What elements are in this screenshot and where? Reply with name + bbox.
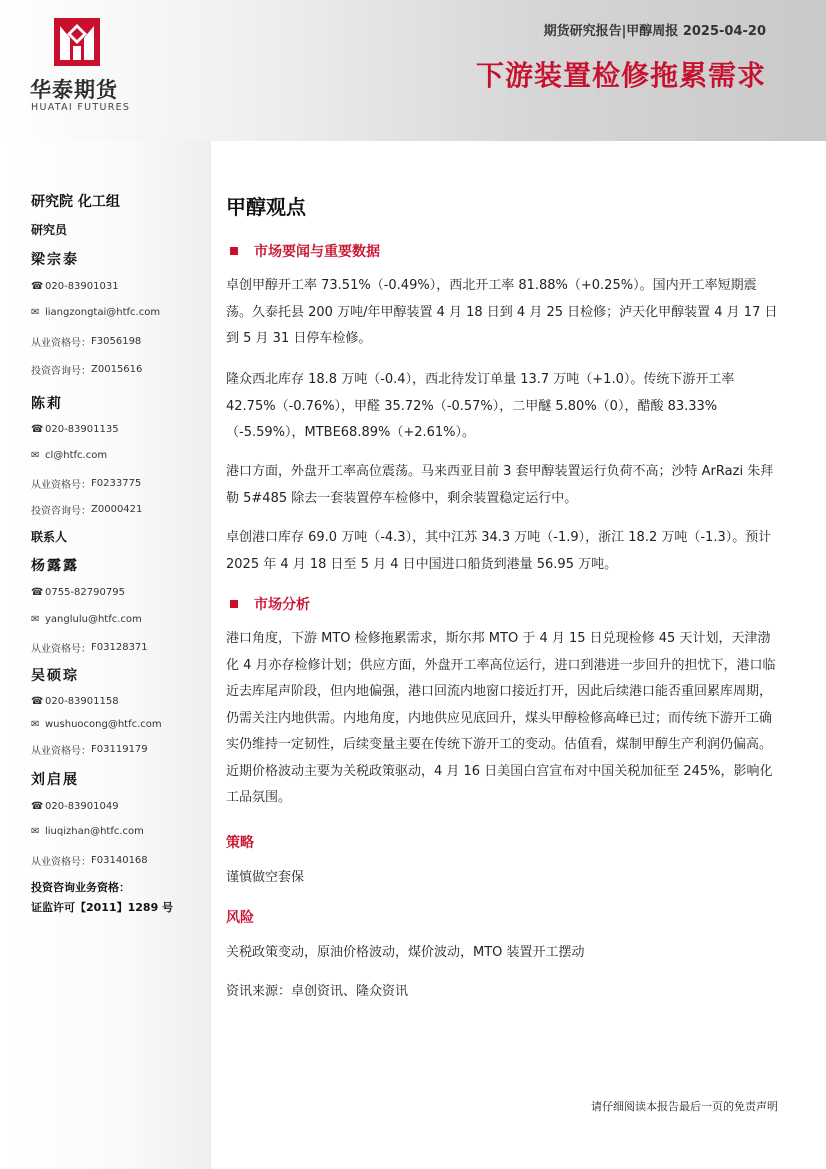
envelope-icon: ✉ (31, 614, 40, 625)
report-header (0, 0, 826, 141)
envelope-icon: ✉ (31, 719, 40, 730)
envelope-icon: ✉ (31, 826, 40, 837)
risk-text: 关税政策变动，原油价格波动，煤价波动，MTO 装置开工摆动 (226, 945, 585, 960)
cert-line (31, 640, 148, 655)
phone-line (31, 424, 119, 435)
email-line[interactable] (31, 719, 162, 730)
email-line[interactable] (31, 450, 107, 461)
email-address[interactable]: wushuocong@htfc.com (45, 719, 162, 730)
author-name: 梁宗泰 (31, 252, 79, 268)
section-heading: 甲醇观点 (226, 195, 306, 219)
email-address[interactable]: liangzongtai@htfc.com (45, 307, 161, 318)
huatai-logo-icon (54, 18, 100, 66)
invest-label: 投资咨询号： (31, 366, 91, 377)
author-name: 陈莉 (31, 396, 63, 412)
contact-name: 刘启展 (31, 772, 79, 788)
source-text: 资讯来源：卓创资讯、隆众资讯 (226, 984, 409, 999)
envelope-icon: ✉ (31, 450, 40, 461)
phone-line (31, 281, 119, 292)
email-line[interactable] (31, 614, 142, 625)
section-title-analysis (226, 594, 310, 614)
email-line[interactable] (31, 826, 144, 837)
email-address[interactable]: liuqizhan@htfc.com (45, 826, 144, 837)
cert-number: F3056198 (91, 336, 142, 347)
department: 研究院 化工组 (31, 194, 120, 210)
cert-label: 从业资格号： (31, 746, 91, 757)
invest-number: Z0000421 (91, 504, 143, 515)
cert-label: 从业资格号： (31, 857, 91, 868)
cert-line (31, 476, 141, 491)
phone-number: 0755-82790795 (45, 587, 125, 598)
invest-number: Z0015616 (91, 364, 143, 375)
cert-label: 从业资格号： (31, 480, 91, 491)
cert-line (31, 742, 148, 757)
cert-number: F03119179 (91, 744, 148, 755)
phone-line (31, 696, 119, 707)
risk-title: 风险 (226, 910, 254, 926)
phone-icon: ☎ (31, 281, 44, 292)
phone-number: 020-83901031 (45, 281, 119, 292)
report-meta: 期货研究报告|甲醇周报 2025-04-20 (543, 24, 766, 39)
phone-number: 020-83901135 (45, 424, 119, 435)
researcher-label: 研究员 (31, 223, 68, 237)
invest-line (31, 502, 142, 517)
contact-name: 杨露露 (31, 558, 79, 574)
invest-line (31, 362, 142, 377)
news-paragraph: 卓创甲醇开工率 73.51%（-0.49%），西北开工率 81.88%（+0.25%）。国内开工率短期震荡。久泰托县 200 万吨/年甲醇装置 4 月 18 日到 4 月 25 日检修；泸天化甲醇装置 4 月 17 日到 5 月 31 日停车检修。 (226, 278, 778, 346)
email-line[interactable] (31, 307, 160, 318)
strategy-text: 谨慎做空套保 (226, 870, 305, 885)
phone-number: 020-83901049 (45, 801, 119, 812)
cert-line (31, 853, 148, 868)
qualification-license: 证监许可【2011】1289 号 (31, 901, 174, 914)
author-sidebar (0, 141, 211, 1169)
phone-line (31, 587, 125, 598)
red-square-bullet-icon (230, 247, 238, 255)
company-logo (30, 16, 140, 116)
contact-name: 吴硕琮 (31, 668, 79, 684)
qualification-label: 投资咨询业务资格： (31, 881, 130, 894)
news-paragraph: 隆众西北库存 18.8 万吨（-0.4），西北待发订单量 13.7 万吨（+1.0）。传统下游开工率 42.75%（-0.76%），甲醛 35.72%（-0.57%），二甲醚 5.80%（0），醋酸 83.33%（-5.59%），MTBE68.89%（+2.61%）。 (226, 372, 735, 440)
section-title-news (226, 241, 380, 261)
news-paragraph: 卓创港口库存 69.0 万吨（-4.3），其中江苏 34.3 万吨（-1.9），浙江 18.2 万吨（-1.3）。预计 2025 年 4 月 18 日至 5 月 4 日中国进口船货到港量 56.95 万吨。 (226, 530, 772, 572)
cert-number: F03140168 (91, 855, 148, 866)
cert-line (31, 334, 141, 349)
cert-number: F03128371 (91, 642, 148, 653)
email-address[interactable]: cl@htfc.com (45, 450, 108, 461)
phone-icon: ☎ (31, 587, 44, 598)
email-address[interactable]: yanglulu@htfc.com (45, 614, 142, 625)
report-title: 下游装置检修拖累需求 (475, 59, 766, 92)
contact-label: 联系人 (31, 530, 68, 544)
strategy-title: 策略 (226, 835, 254, 851)
logo-text-cn: 华泰期货 (30, 78, 118, 102)
phone-number: 020-83901158 (45, 696, 119, 707)
section-title-text: 市场分析 (254, 597, 310, 613)
disclaimer-note: 请仔细阅读本报告最后一页的免责声明 (591, 1100, 778, 1113)
cert-label: 从业资格号： (31, 338, 91, 349)
section-title-text: 市场要闻与重要数据 (254, 244, 380, 260)
invest-label: 投资咨询号： (31, 506, 91, 517)
red-square-bullet-icon (230, 600, 238, 608)
cert-label: 从业资格号： (31, 644, 91, 655)
phone-icon: ☎ (31, 696, 44, 707)
phone-icon: ☎ (31, 801, 44, 812)
analysis-paragraph: 港口角度，下游 MTO 检修拖累需求，斯尔邦 MTO 于 4 月 15 日兑现检修 45 天计划，天津渤化 4 月亦存检修计划；供应方面，外盘开工率高位运行，进口到港进一步回升的担忧下，港口临近去库尾声阶段，但内地偏强，港口回流内地窗口接近打开，因此后续港口能否重回累库周期，仍需关注内地供需。内地角度，内地供应见底回升，煤头甲醇检修高峰已过；而传统下游开工确实仍维持一定韧性，后续变量主要在传统下游开工的变动。估值看，煤制甲醇生产利润仍偏高。近期价格波动主要为关税政策驱动，4 月 16 日美国白宫宣布对中国关税加征至 245%，影响化工品氛围。 (226, 631, 776, 805)
news-paragraph: 港口方面，外盘开工率高位震荡。马来西亚目前 3 套甲醇装置运行负荷不高；沙特 ArRazi 朱拜勒 5#485 除去一套装置停车检修中，剩余装置稳定运行中。 (226, 464, 774, 506)
phone-line (31, 801, 119, 812)
phone-icon: ☎ (31, 424, 44, 435)
envelope-icon: ✉ (31, 307, 40, 318)
logo-text-en: HUATAI FUTURES (31, 102, 131, 113)
cert-number: F0233775 (91, 478, 142, 489)
